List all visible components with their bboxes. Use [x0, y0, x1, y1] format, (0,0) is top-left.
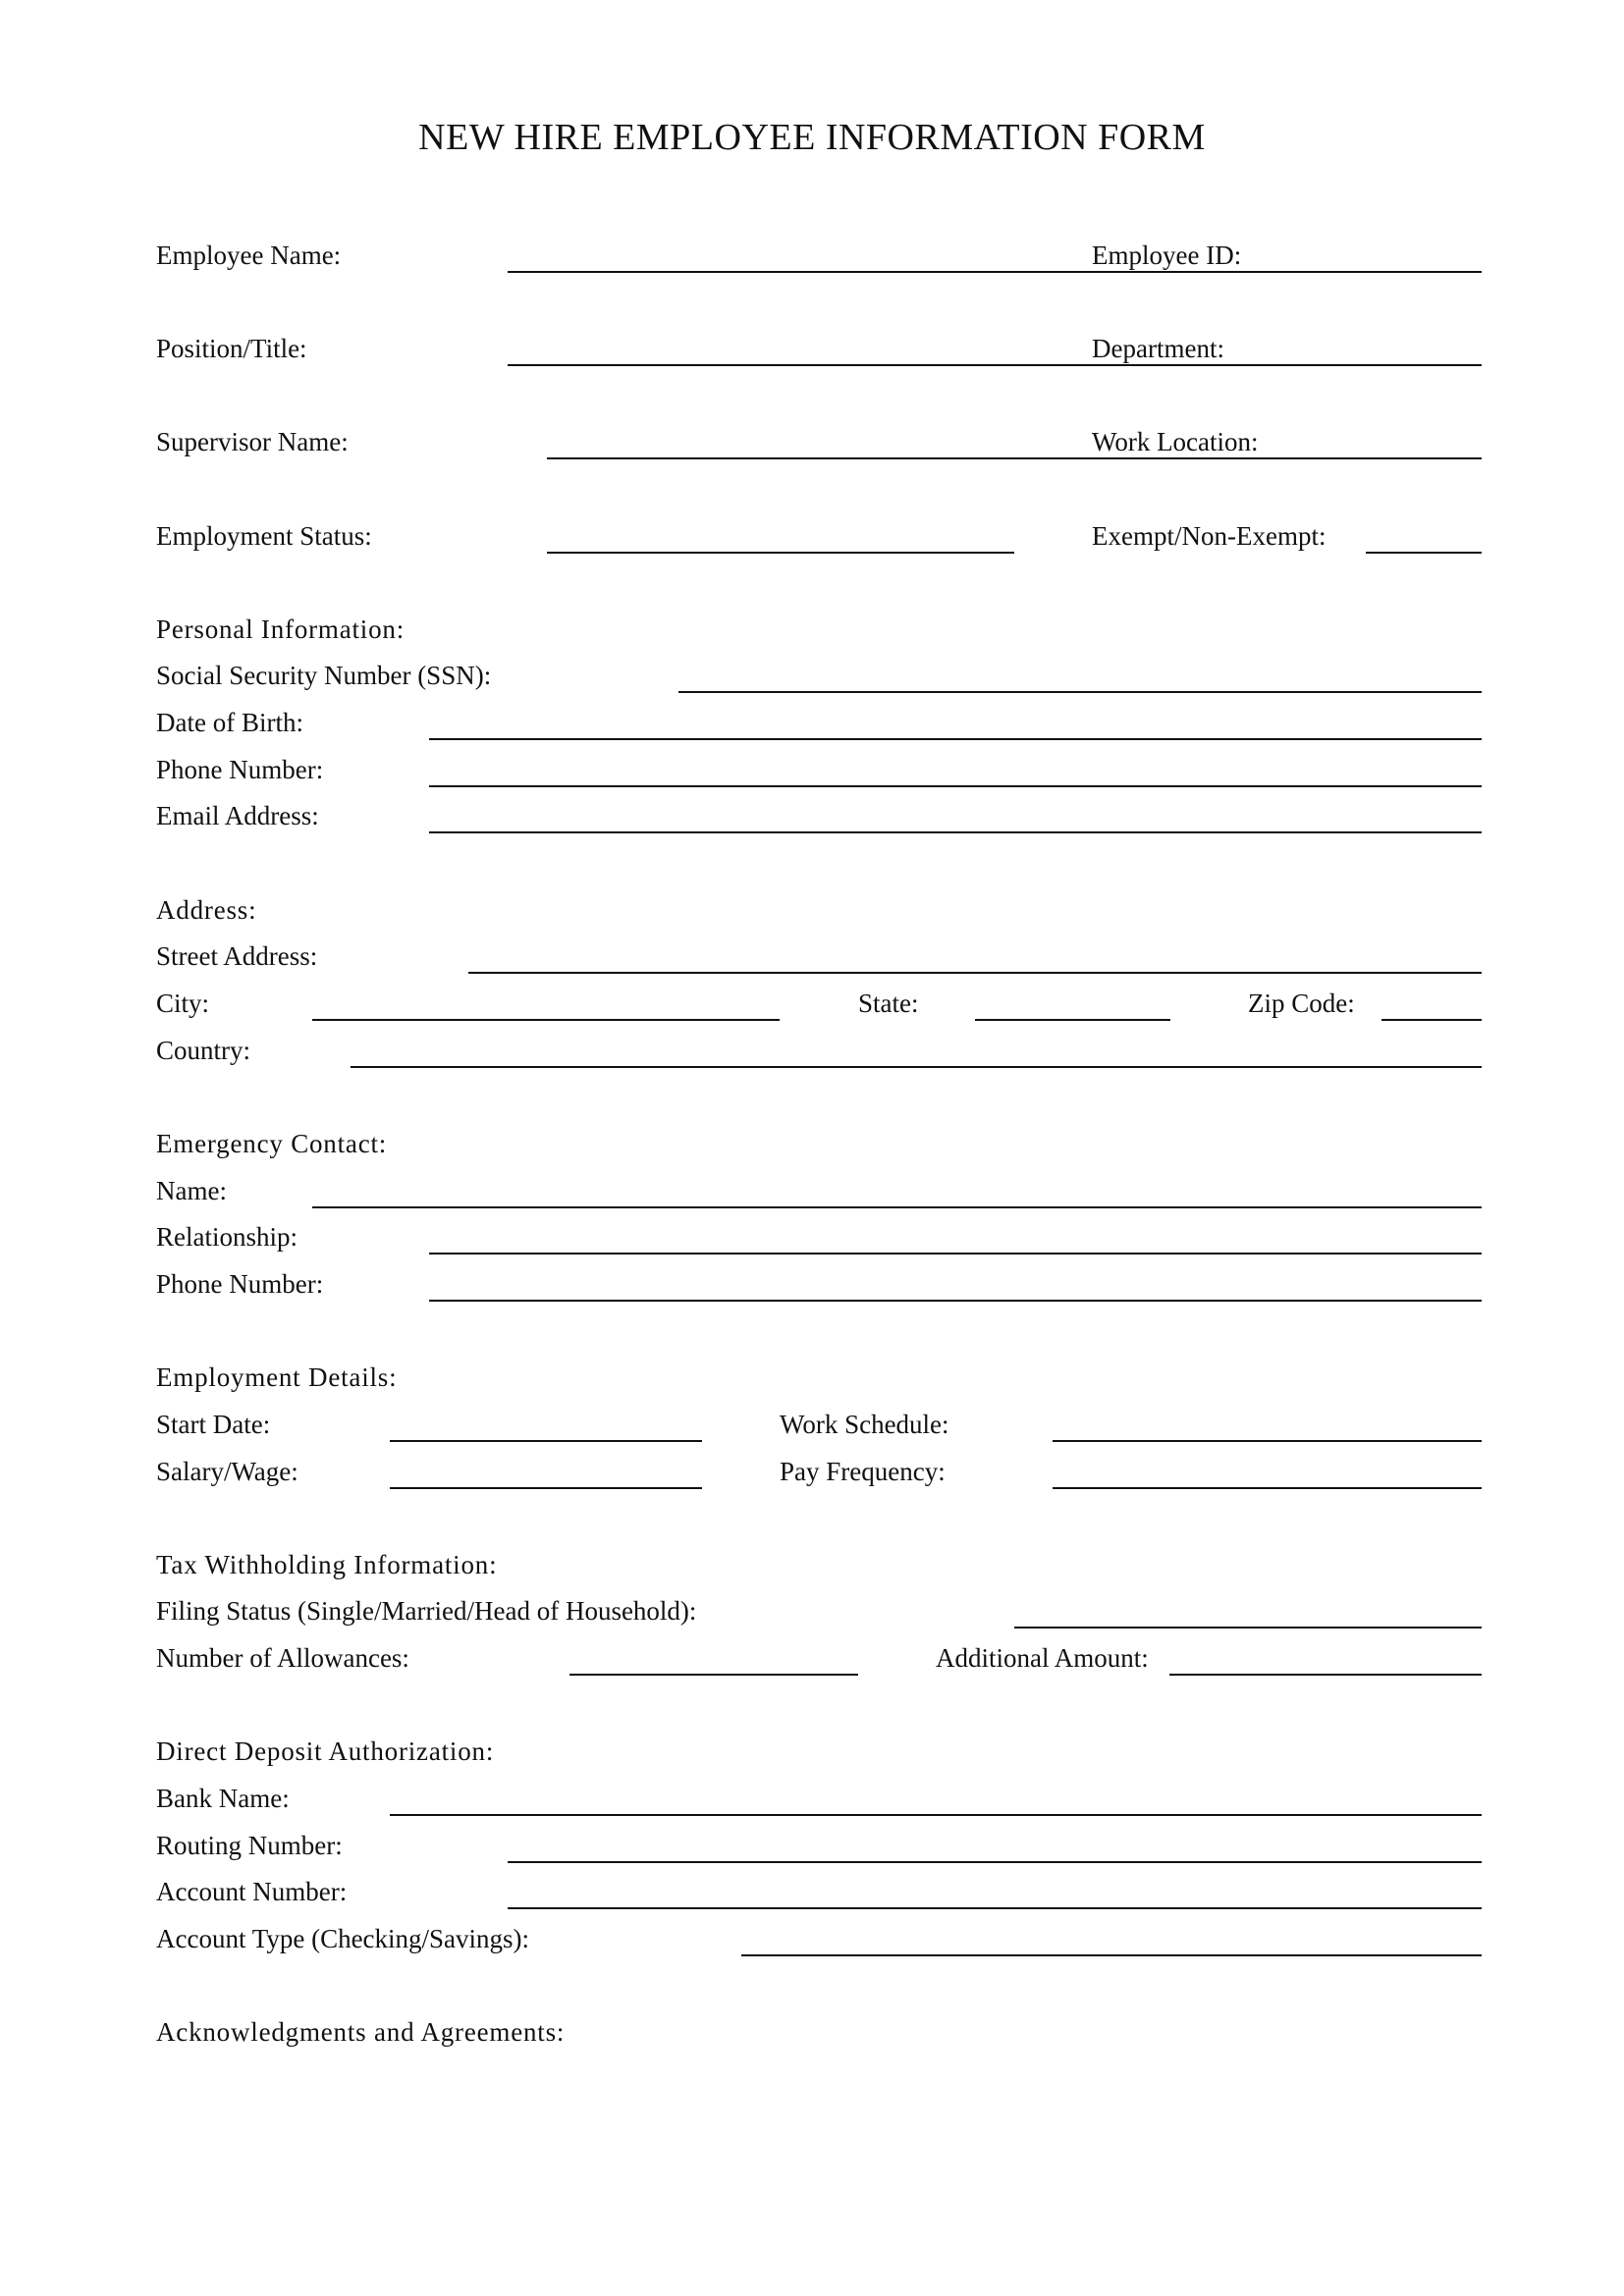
allowances-label: Number of Allowances: [156, 1643, 409, 1673]
employment-details-heading: Employment Details: [156, 1362, 398, 1392]
allowances-field[interactable] [569, 1674, 858, 1676]
emergency-contact-heading: Emergency Contact: [156, 1129, 388, 1158]
salary-field[interactable] [390, 1487, 702, 1489]
zip-code-label: Zip Code: [1248, 988, 1355, 1018]
dob-field[interactable] [429, 738, 1482, 740]
street-address-label: Street Address: [156, 941, 318, 971]
work-location-field[interactable] [1094, 457, 1482, 459]
bank-name-label: Bank Name: [156, 1784, 290, 1813]
address-heading: Address: [156, 895, 257, 925]
city-field[interactable] [312, 1019, 780, 1021]
pay-frequency-field[interactable] [1053, 1487, 1482, 1489]
work-schedule-label: Work Schedule: [780, 1410, 949, 1439]
emergency-phone-label: Phone Number: [156, 1269, 324, 1299]
employee-name-field[interactable] [508, 271, 1094, 273]
direct-deposit-heading: Direct Deposit Authorization: [156, 1736, 495, 1766]
city-label: City: [156, 988, 210, 1018]
emergency-name-label: Name: [156, 1176, 227, 1205]
filing-status-field[interactable] [1014, 1627, 1482, 1629]
start-date-label: Start Date: [156, 1410, 271, 1439]
employee-name-label: Employee Name: [156, 240, 342, 270]
country-field[interactable] [351, 1066, 1482, 1068]
start-date-field[interactable] [390, 1440, 702, 1442]
state-field[interactable] [975, 1019, 1170, 1021]
dob-label: Date of Birth: [156, 708, 303, 737]
work-location-label: Work Location: [1092, 427, 1259, 456]
account-type-label: Account Type (Checking/Savings): [156, 1924, 530, 1953]
zip-code-field[interactable] [1381, 1019, 1482, 1021]
department-field[interactable] [1094, 364, 1482, 366]
exempt-status-field[interactable] [1366, 552, 1482, 554]
additional-amount-field[interactable] [1169, 1674, 1482, 1676]
emergency-phone-field[interactable] [429, 1300, 1482, 1302]
employee-id-label: Employee ID: [1092, 240, 1242, 270]
account-number-field[interactable] [508, 1907, 1482, 1909]
routing-number-label: Routing Number: [156, 1831, 343, 1860]
additional-amount-label: Additional Amount: [936, 1643, 1149, 1673]
state-label: State: [858, 988, 919, 1018]
tax-withholding-heading: Tax Withholding Information: [156, 1550, 498, 1579]
employment-status-label: Employment Status: [156, 521, 372, 551]
work-schedule-field[interactable] [1053, 1440, 1482, 1442]
account-number-label: Account Number: [156, 1877, 348, 1906]
form-title: NEW HIRE EMPLOYEE INFORMATION FORM [418, 117, 1206, 158]
employment-status-field[interactable] [547, 552, 1014, 554]
ssn-field[interactable] [678, 691, 1482, 693]
country-label: Country: [156, 1036, 251, 1065]
bank-name-field[interactable] [390, 1814, 1482, 1816]
emergency-name-field[interactable] [312, 1206, 1482, 1208]
street-address-field[interactable] [468, 972, 1482, 974]
relationship-field[interactable] [429, 1253, 1482, 1255]
account-type-field[interactable] [741, 1954, 1482, 1956]
exempt-status-label: Exempt/Non-Exempt: [1092, 521, 1326, 551]
department-label: Department: [1092, 334, 1224, 363]
personal-info-heading: Personal Information: [156, 614, 405, 644]
email-label: Email Address: [156, 801, 319, 830]
personal-phone-field[interactable] [429, 785, 1482, 787]
filing-status-label: Filing Status (Single/Married/Head of Household): [156, 1596, 697, 1626]
acknowledgments-heading: Acknowledgments and Agreements: [156, 2017, 566, 2047]
position-title-field[interactable] [508, 364, 1094, 366]
employee-id-field[interactable] [1094, 271, 1482, 273]
supervisor-name-label: Supervisor Name: [156, 427, 349, 456]
email-field[interactable] [429, 831, 1482, 833]
ssn-label: Social Security Number (SSN): [156, 661, 492, 690]
salary-label: Salary/Wage: [156, 1457, 298, 1486]
routing-number-field[interactable] [508, 1861, 1482, 1863]
position-title-label: Position/Title: [156, 334, 307, 363]
supervisor-name-field[interactable] [547, 457, 1094, 459]
personal-phone-label: Phone Number: [156, 755, 324, 784]
relationship-label: Relationship: [156, 1222, 298, 1252]
pay-frequency-label: Pay Frequency: [780, 1457, 946, 1486]
